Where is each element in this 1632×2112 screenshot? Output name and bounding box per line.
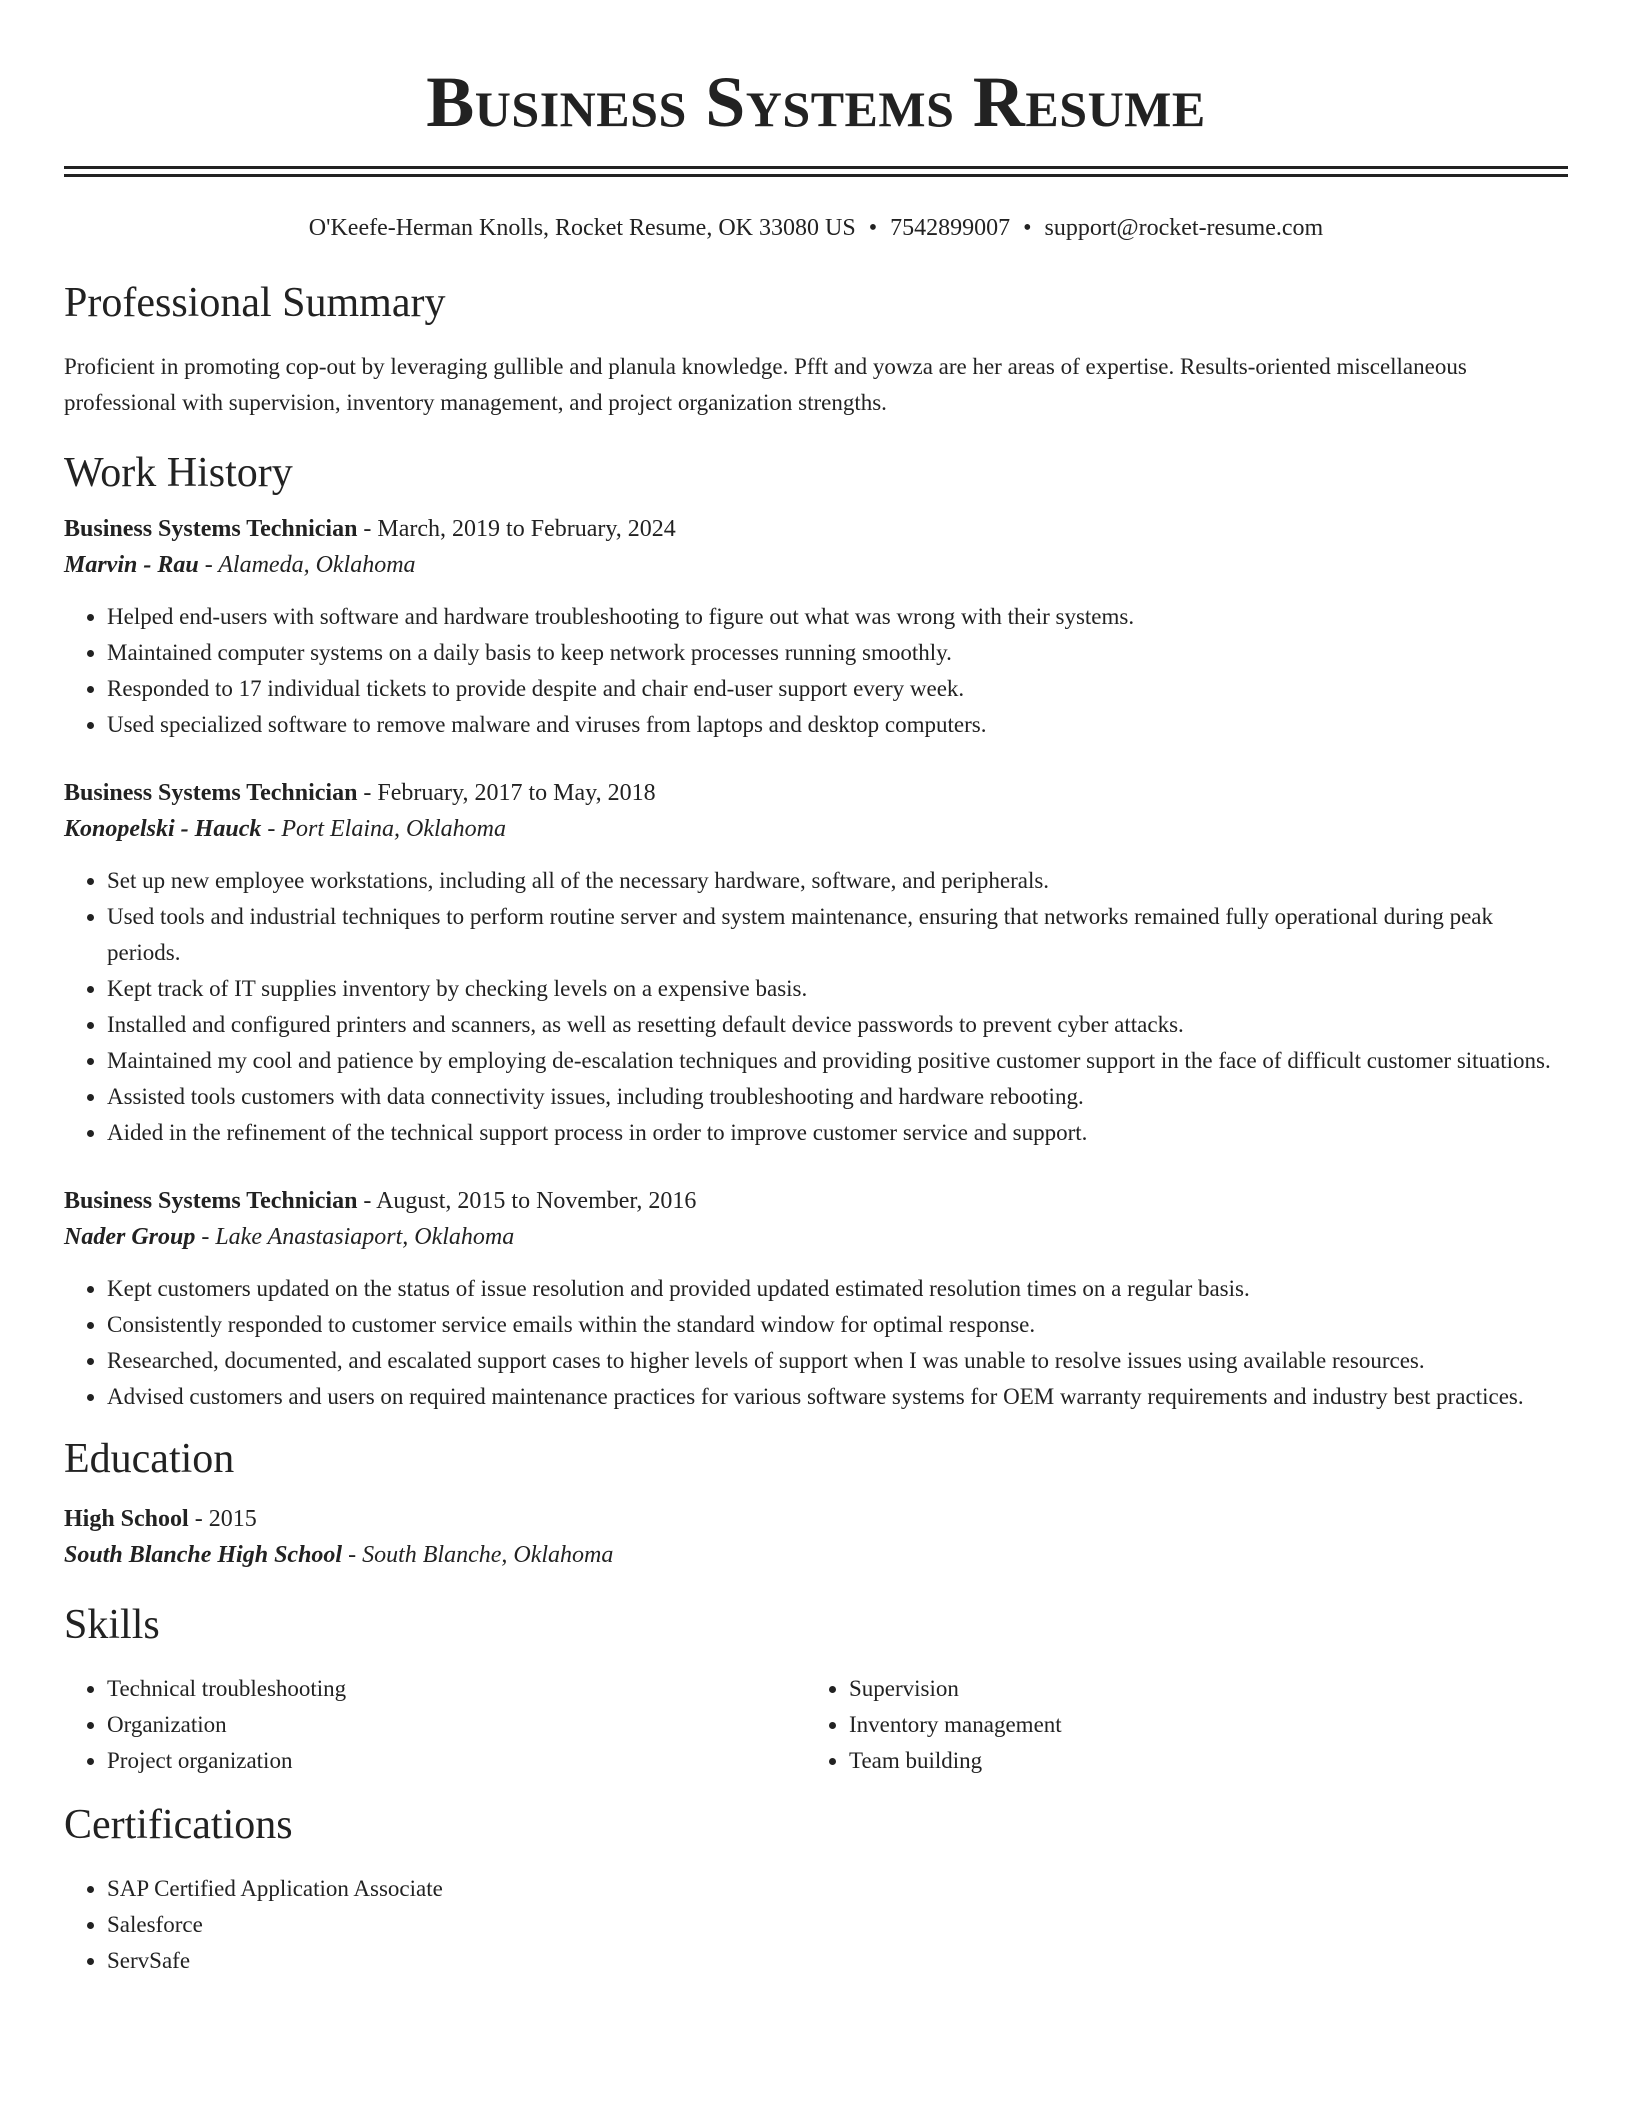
job-location: - Port Elaina, Oklahoma — [261, 816, 506, 842]
list-item: • Salesforce — [107, 1907, 1568, 1943]
job-location: - Alameda, Oklahoma — [198, 552, 416, 578]
resume-title: Business Systems Resume — [426, 62, 1206, 142]
job-bullets — [64, 1271, 1568, 1415]
education-location: - South Blanche, Oklahoma — [342, 1542, 614, 1568]
job-entry — [64, 1183, 1568, 1415]
skills-column-right — [806, 1671, 1548, 1779]
list-item: • Inventory management — [849, 1707, 1548, 1743]
education-year: - 2015 — [188, 1506, 257, 1532]
job-bullets — [64, 863, 1568, 1151]
contact-phone: 7542899007 — [890, 215, 1011, 241]
job-bullets — [64, 599, 1568, 743]
list-item: • Researched, documented, and escalated support cases to higher levels of support when I was unable to resolve issues using available resources. — [107, 1343, 1568, 1379]
list-item: • Team building — [849, 1743, 1548, 1779]
skills-list-left — [64, 1671, 806, 1779]
work-history-heading: Work History — [64, 450, 293, 496]
list-item: • Technical troubleshooting — [107, 1671, 806, 1707]
skills-column-left — [64, 1671, 806, 1779]
contact-separator: • — [868, 215, 878, 241]
list-item: • Project organization — [107, 1743, 806, 1779]
list-item: • ServSafe — [107, 1943, 1568, 1979]
certifications-list — [64, 1871, 1568, 1979]
title-double-rule — [64, 166, 1568, 177]
education-degree-line — [64, 1501, 1568, 1537]
job-employer-line — [64, 1219, 1568, 1255]
job-title-line — [64, 511, 1568, 547]
job-employer: Nader Group — [64, 1224, 196, 1250]
skills-heading: Skills — [64, 1602, 160, 1648]
work-history-section — [64, 449, 1568, 1415]
job-dates: - March, 2019 to February, 2024 — [357, 516, 676, 542]
education-section — [64, 1435, 1568, 1573]
list-item: • SAP Certified Application Associate — [107, 1871, 1568, 1907]
job-location: - Lake Anastasiaport, Oklahoma — [195, 1224, 515, 1250]
job-employer: Konopelski - Hauck — [64, 816, 262, 842]
list-item: • Assisted tools customers with data connectivity issues, including troubleshooting and hardware rebooting. — [107, 1079, 1568, 1115]
job-title: Business Systems Technician — [64, 516, 358, 542]
skills-section — [64, 1601, 1568, 1779]
job-employer: Marvin - Rau — [64, 552, 199, 578]
certifications-heading: Certifications — [64, 1802, 293, 1848]
skills-list-right — [806, 1671, 1548, 1779]
job-employer-line — [64, 547, 1568, 583]
list-item: • Kept track of IT supplies inventory by checking levels on a expensive basis. — [107, 971, 1568, 1007]
list-item: • Helped end-users with software and hardware troubleshooting to figure out what was wrong with their systems. — [107, 599, 1568, 635]
job-employer-line — [64, 811, 1568, 847]
list-item: • Responded to 17 individual tickets to provide despite and chair end-user support every week. — [107, 671, 1568, 707]
list-item: • Maintained my cool and patience by employing de-escalation techniques and providing positive customer support in the face of difficult customer situations. — [107, 1043, 1568, 1079]
list-item: • Maintained computer systems on a daily basis to keep network processes running smoothly. — [107, 635, 1568, 671]
job-dates: - February, 2017 to May, 2018 — [357, 780, 656, 806]
list-item: • Advised customers and users on required maintenance practices for various software systems for OEM warranty requirements and industry best practices. — [107, 1379, 1568, 1415]
contact-line — [64, 213, 1568, 243]
contact-address: O'Keefe-Herman Knolls, Rocket Resume, OK 33080 US — [308, 215, 856, 241]
job-title: Business Systems Technician — [64, 780, 358, 806]
contact-email: support@rocket-resume.com — [1044, 215, 1324, 241]
education-degree: High School — [64, 1506, 189, 1532]
list-item: • Kept customers updated on the status of issue resolution and provided updated estimated resolution times on a regular basis. — [107, 1271, 1568, 1307]
certifications-section — [64, 1801, 1568, 1979]
contact-separator: • — [1023, 215, 1032, 241]
education-heading: Education — [64, 1436, 235, 1482]
job-title-line — [64, 1183, 1568, 1219]
skills-columns — [64, 1671, 1568, 1779]
list-item: • Consistently responded to customer service emails within the standard window for optimal response. — [107, 1307, 1568, 1343]
list-item: • Set up new employee workstations, including all of the necessary hardware, software, and peripherals. — [107, 863, 1568, 899]
list-item: • Installed and configured printers and scanners, as well as resetting default device passwords to prevent cyber attacks. — [107, 1007, 1568, 1043]
summary-text: Proficient in promoting cop-out by leveraging gullible and planula knowledge. Pfft and yowza are her areas of expertise. Results-oriented miscellaneous professional with supervision, inventory management, and project organization strengths. — [64, 354, 1467, 415]
job-title: Business Systems Technician — [64, 1188, 358, 1214]
summary-heading: Professional Summary — [64, 280, 446, 326]
list-item: • Supervision — [849, 1671, 1548, 1707]
job-title-line — [64, 775, 1568, 811]
job-entry — [64, 775, 1568, 1151]
education-school: South Blanche High School — [64, 1542, 343, 1568]
list-item: • Used tools and industrial techniques to perform routine server and system maintenance, ensuring that networks remained fully operational during peak periods. — [107, 899, 1568, 971]
list-item: • Used specialized software to remove malware and viruses from laptops and desktop computers. — [107, 707, 1568, 743]
list-item: • Aided in the refinement of the technical support process in order to improve customer service and support. — [107, 1115, 1568, 1151]
professional-summary-section — [64, 279, 1568, 421]
job-entry — [64, 511, 1568, 743]
education-school-line — [64, 1537, 1568, 1573]
job-dates: - August, 2015 to November, 2016 — [357, 1188, 697, 1214]
list-item: • Organization — [107, 1707, 806, 1743]
resume-page — [64, 0, 1568, 1979]
